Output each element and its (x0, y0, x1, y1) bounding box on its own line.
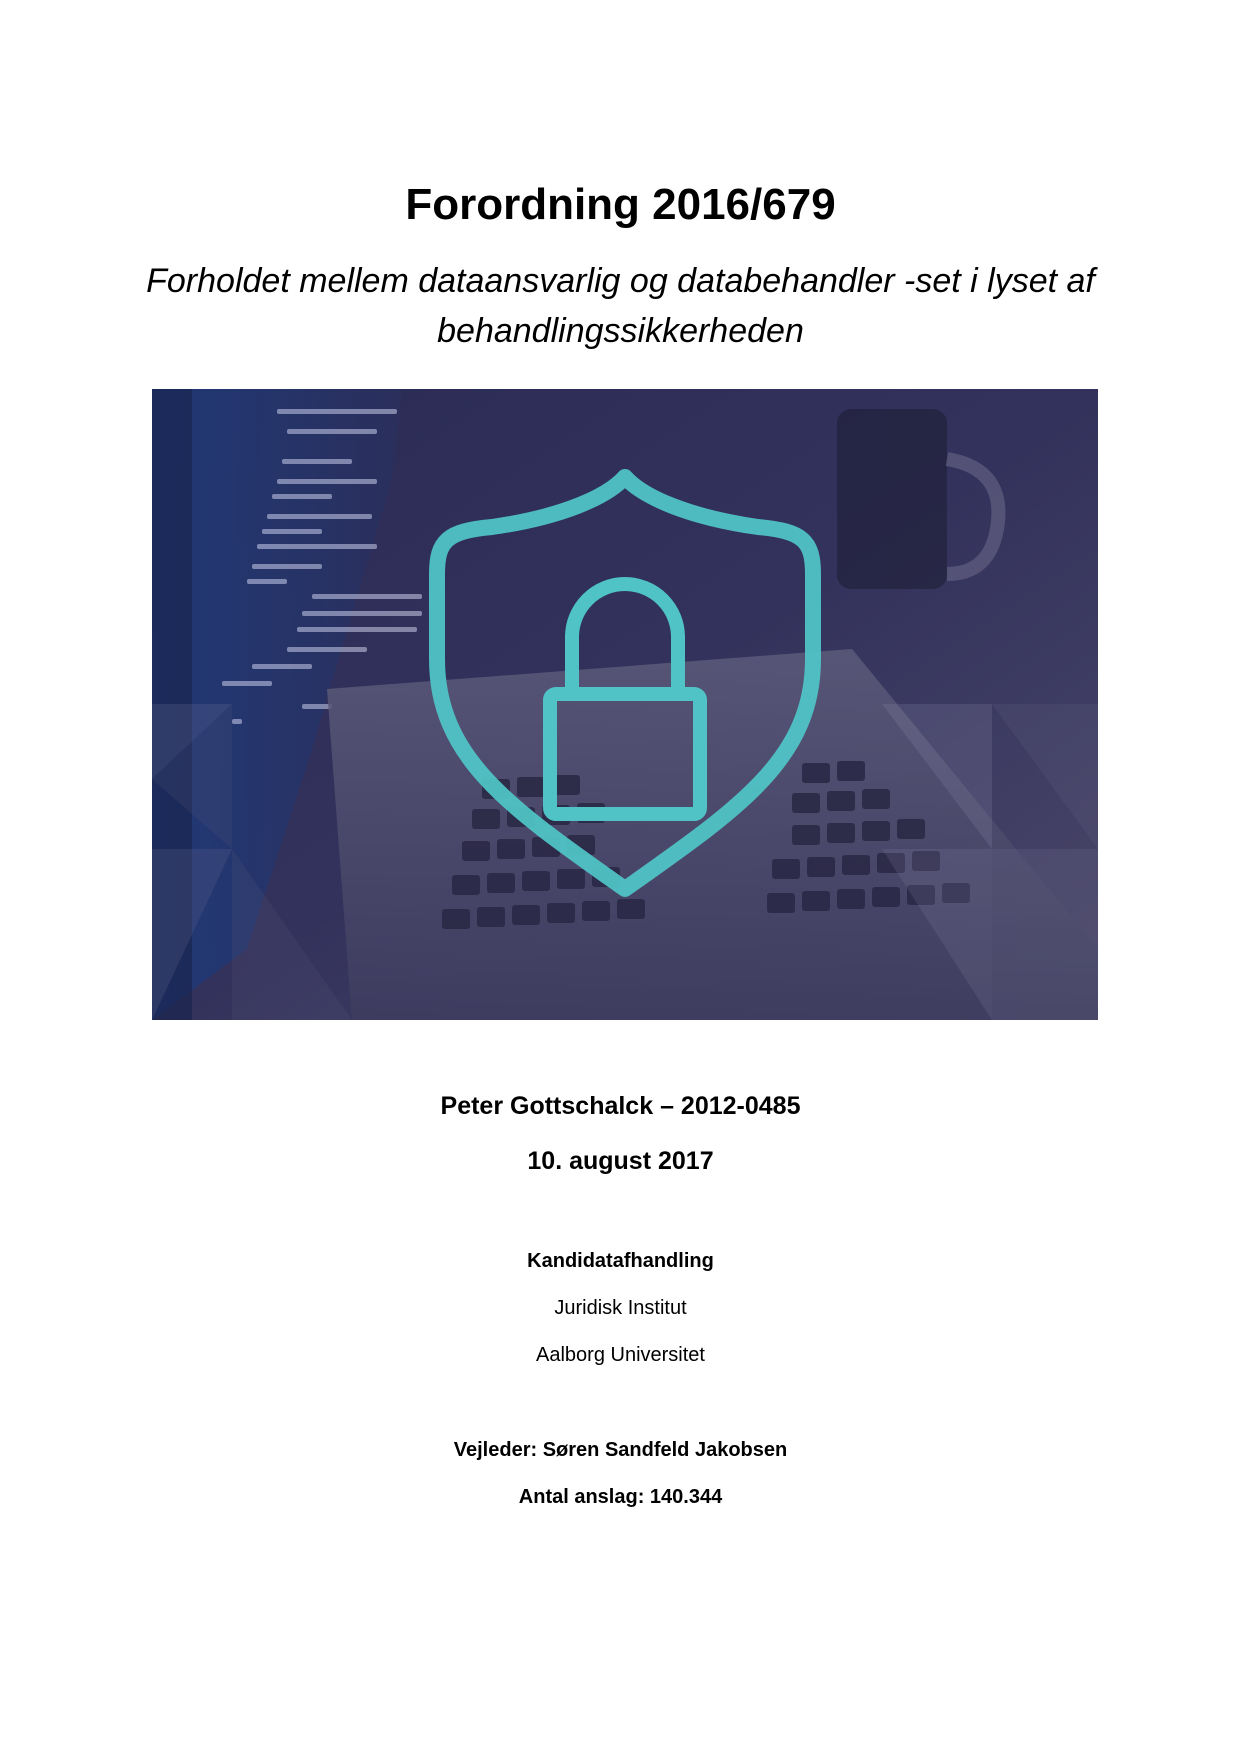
submission-date: 10. august 2017 (527, 1147, 714, 1175)
supervisor-line: Vejleder: Søren Sandfeld Jakobsen (453, 1439, 788, 1461)
author-line: Peter Gottschalck – 2012-0485 (440, 1092, 801, 1120)
document-subtitle: Forholdet mellem dataansvarlig og databehandler -set i lyset af behandlingssikkerheden (146, 262, 1095, 350)
thesis-type: Kandidatafhandling (527, 1250, 714, 1272)
character-count: Antal anslag: 140.344 (518, 1486, 723, 1508)
cover-illustration (152, 389, 1098, 1020)
university-name: Aalborg Universitet (536, 1344, 705, 1366)
cover-image (152, 389, 1098, 1020)
document-title: Forordning 2016/679 (405, 180, 836, 229)
institute-name: Juridisk Institut (554, 1297, 687, 1319)
